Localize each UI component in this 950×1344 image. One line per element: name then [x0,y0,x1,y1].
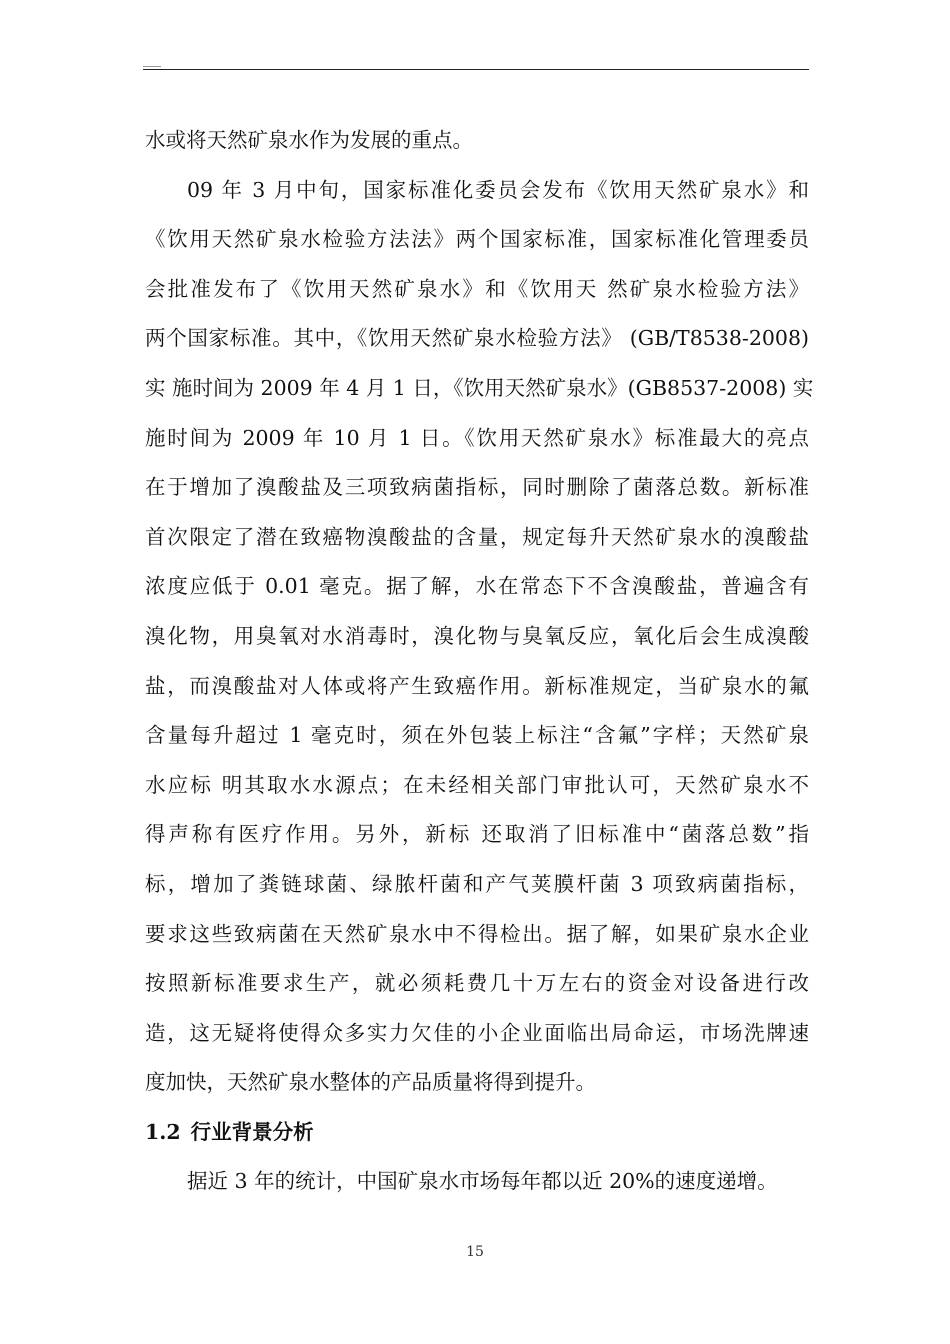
section-title: 行业背景分析 [190,1119,314,1144]
document-body [145,116,814,1207]
text-line: 在于增加了溴酸盐及三项致病菌指标，同时删除了菌落总数。新标准 [145,475,809,500]
text-line: 盐，而溴酸盐对人体或将产生致癌作用。新标准规定，当矿泉水的氟 [145,673,809,698]
header-rule [143,69,809,70]
text-line: 要求这些致病菌在天然矿泉水中不得检出。据了解，如果矿泉水企业 [145,921,809,946]
text-line: 含量每升超过 1 毫克时，须在外包装上标注“含氟”字样；天然矿泉 [145,723,809,748]
text-line: 首次限定了潜在致癌物溴酸盐的含量，规定每升天然矿泉水的溴酸盐 [145,524,809,549]
text-line: 度加快，天然矿泉水整体的产品质量将得到提升。 [145,1070,596,1095]
text-line: 造，这无疑将使得众多实力欠佳的小企业面临出局命运，市场洗牌速 [145,1020,809,1045]
text-line: 浓度应低于 0.01 毫克。据了解，水在常态下不含溴酸盐，普遍含有 [145,574,809,599]
section-first-line: 据近 3 年的统计，中国矿泉水市场每年都以近 20%的速度递增。 [187,1169,778,1194]
text-line: 施时间为 2009 年 10 月 1 日。《饮用天然矿泉水》标准最大的亮点 [145,425,809,450]
text-line: 水或将天然矿泉水作为发展的重点。 [145,128,473,152]
text-line: 09 年 3 月中旬，国家标准化委员会发布《饮用天然矿泉水》和 [187,177,809,202]
page-number: 15 [466,1244,484,1260]
text-line: 水应标 明其取水水源点；在未经相关部门审批认可，天然矿泉水不 [145,772,809,797]
text-line: 会批准发布了《饮用天然矿泉水》和《饮用天 然矿泉水检验方法》 [145,276,809,301]
text-line: 两个国家标准。其中，《饮用天然矿泉水检验方法》 (GB/T8538-2008) [145,326,809,351]
text-line: 得声称有医疗作用。另外，新标 还取消了旧标准中“菌落总数”指 [145,822,809,847]
text-line: 实 施时间为 2009 年 4 月 1 日，《饮用天然矿泉水》(GB8537-2008) 实 [145,375,814,400]
text-line: 《饮用天然矿泉水检验方法法》两个国家标准，国家标准化管理委员 [145,227,809,252]
header-mark [143,66,161,67]
text-line: 标，增加了粪链球菌、绿脓杆菌和产气荚膜杆菌 3 项致病菌指标， [145,871,809,896]
text-line: 溴化物，用臭氧对水消毒时，溴化物与臭氧反应，氧化后会生成溴酸 [145,623,809,648]
section-number: 1.2 [145,1119,181,1144]
text-line: 按照新标准要求生产，就必须耗费几十万左右的资金对设备进行改 [145,971,809,996]
section-heading [145,1108,809,1158]
